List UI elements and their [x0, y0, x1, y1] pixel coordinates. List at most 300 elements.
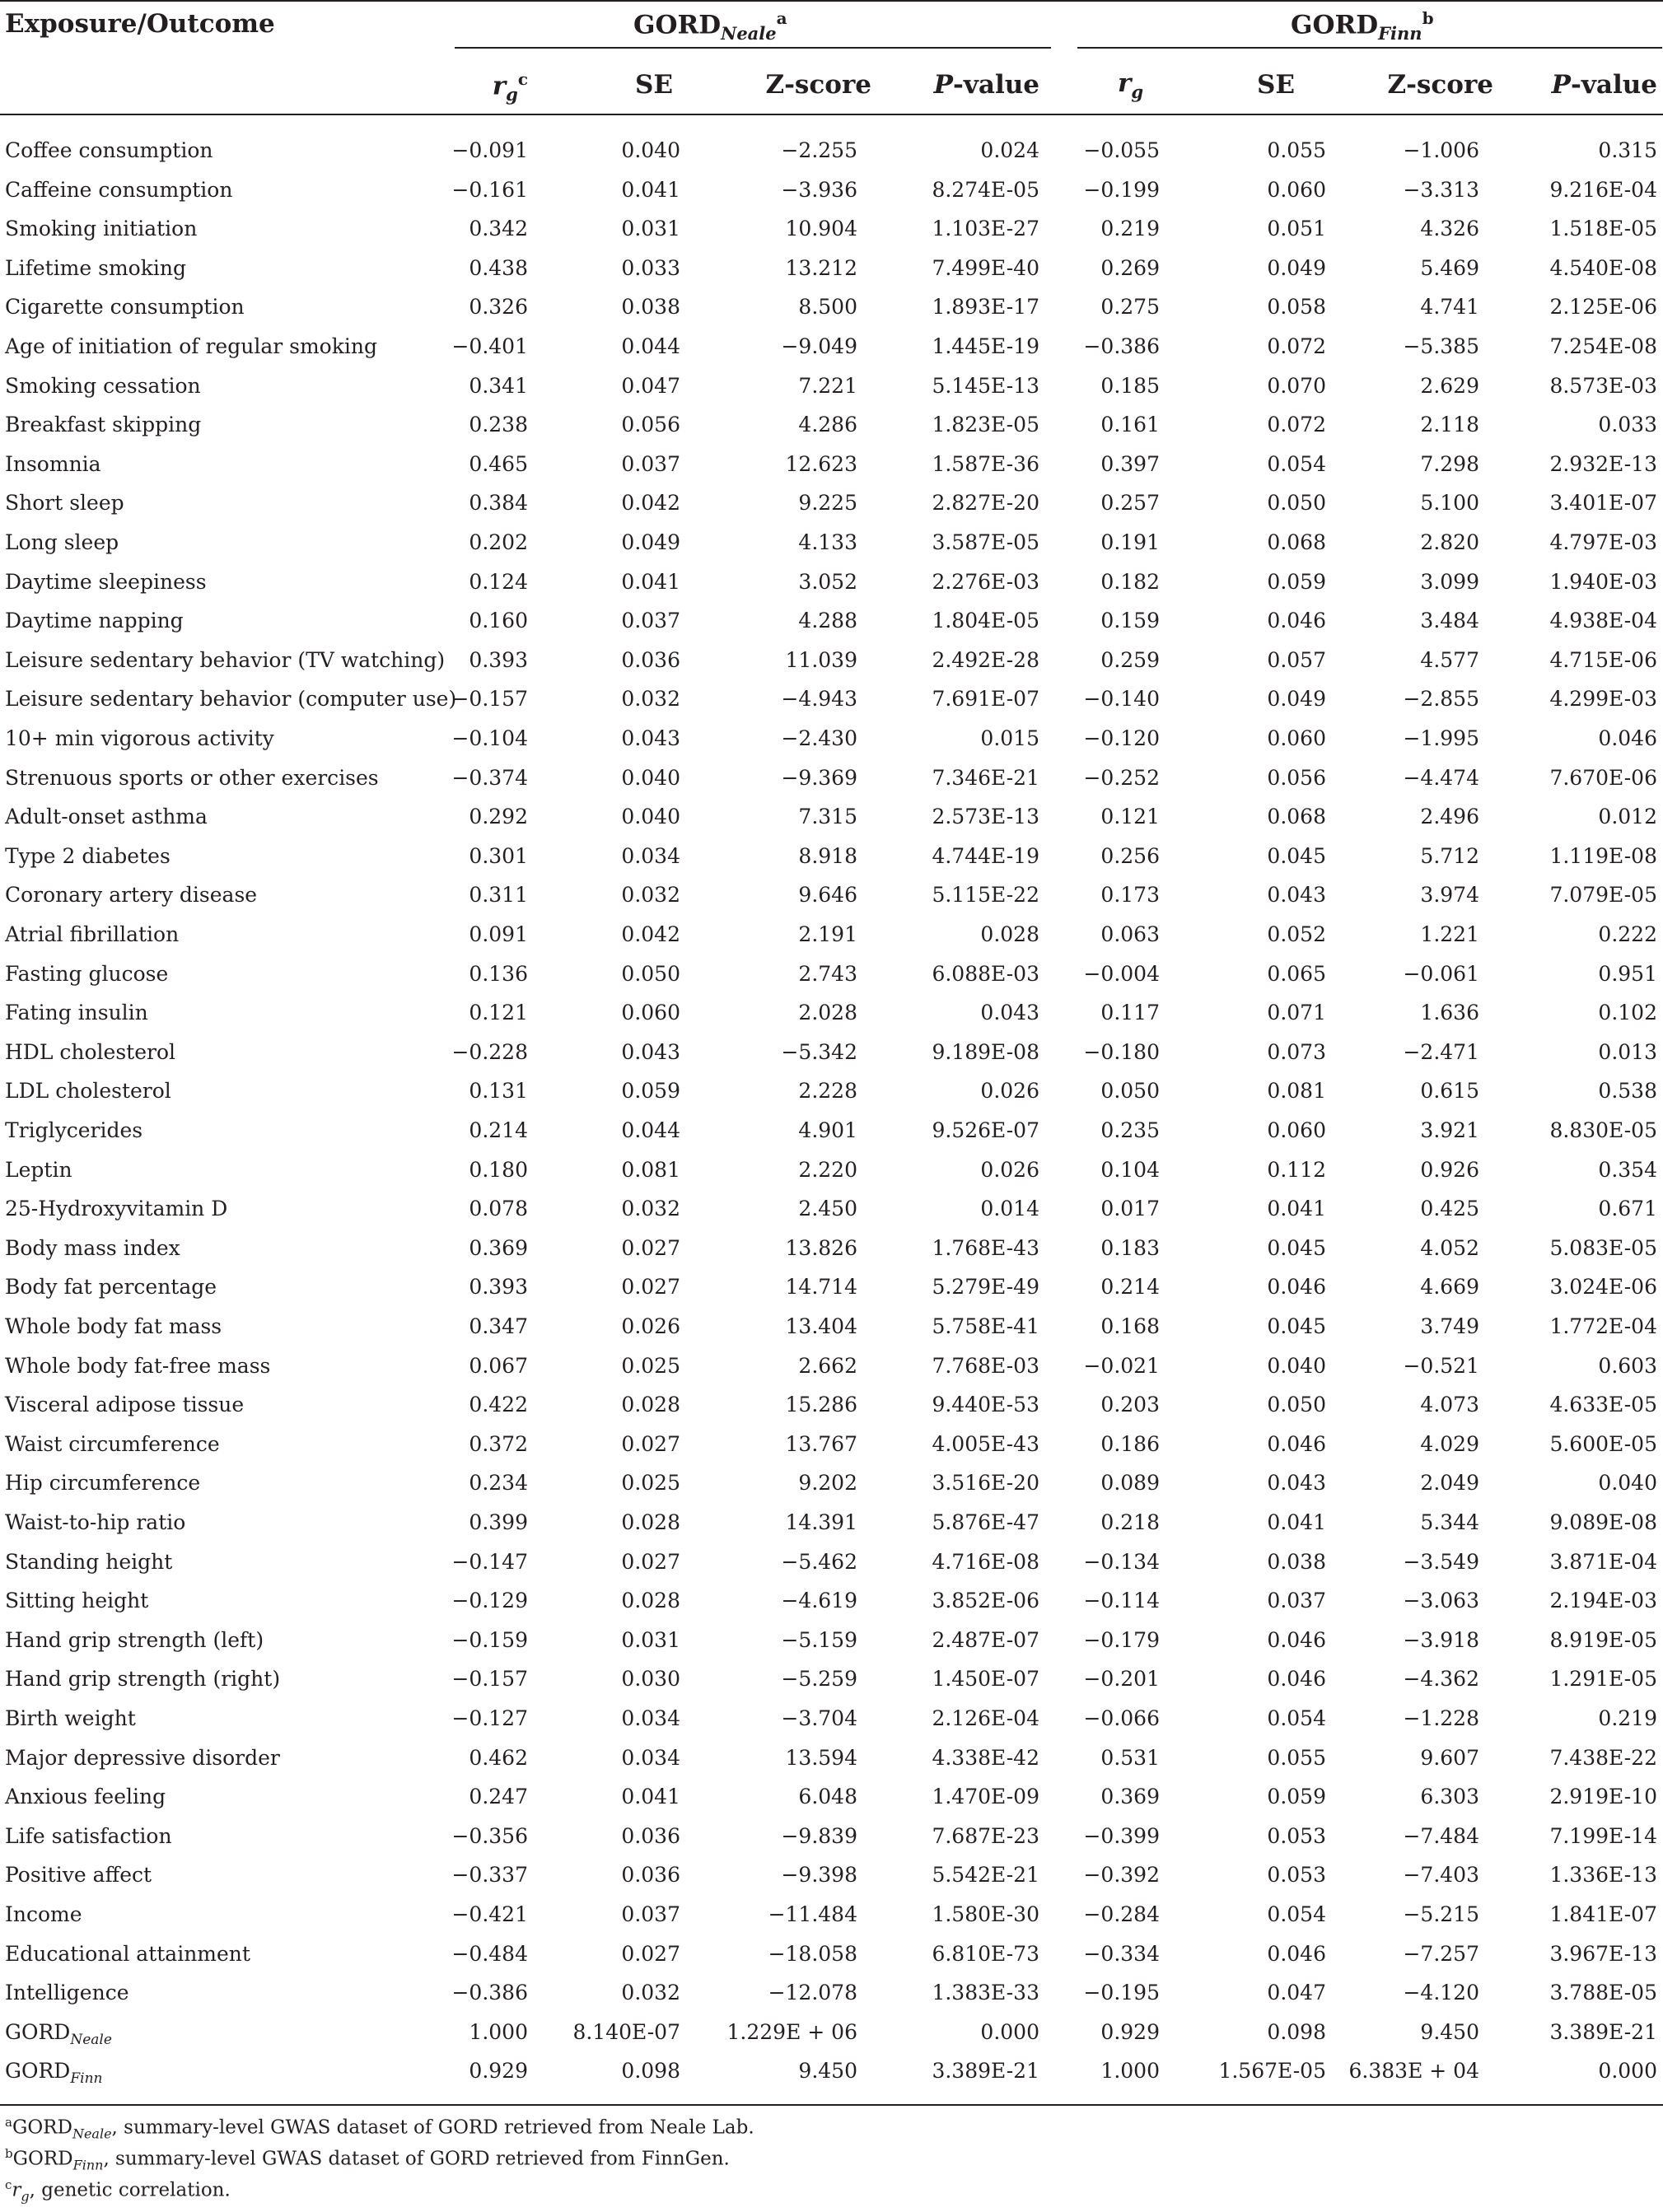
cell-p-finn: 0.354 — [1598, 1157, 1657, 1182]
cell-p-neale: 1.580E-30 — [932, 1902, 1039, 1926]
cell-p-neale: 5.115E-22 — [932, 883, 1039, 908]
cell-rg-neale: −0.091 — [451, 138, 528, 162]
table-row — [0, 680, 1663, 720]
cell-rg-neale: −0.127 — [451, 1706, 528, 1730]
row-label: Sitting height — [5, 1589, 149, 1613]
cell-rg-neale: 0.234 — [469, 1471, 528, 1496]
row-label: $GORD_{Neale}$ — [5, 2019, 112, 2048]
cell-z-finn: −1.006 — [1403, 138, 1479, 162]
cell-se-neale: 0.034 — [621, 1706, 680, 1730]
cell-p-finn: 7.199E-14 — [1549, 1823, 1657, 1848]
cell-se-finn: 0.038 — [1267, 1549, 1326, 1574]
cell-p-finn: 1.841E-07 — [1549, 1902, 1657, 1926]
cell-rg-finn: 0.050 — [1100, 1079, 1160, 1104]
cell-z-finn: 2.496 — [1420, 805, 1479, 829]
cell-p-neale: 6.088E-03 — [932, 961, 1039, 986]
cell-se-finn: 0.045 — [1267, 843, 1326, 868]
row-label: 10+ min vigorous activity — [5, 726, 274, 750]
cell-rg-finn: −0.399 — [1083, 1823, 1160, 1848]
cell-p-neale: 0.014 — [980, 1197, 1039, 1221]
cell-se-finn: 0.046 — [1267, 1431, 1326, 1456]
table-row — [0, 1464, 1663, 1504]
cell-z-neale: −3.936 — [781, 177, 857, 202]
cell-z-neale: 7.221 — [798, 373, 857, 398]
cell-p-finn: 9.089E-08 — [1549, 1510, 1657, 1534]
cell-p-finn: 0.046 — [1598, 726, 1657, 750]
cell-se-neale: 0.027 — [621, 1235, 680, 1260]
cell-se-neale: 0.032 — [621, 1197, 680, 1221]
cell-rg-finn: 0.235 — [1100, 1118, 1160, 1142]
cell-p-finn: 4.299E-03 — [1549, 687, 1657, 712]
cell-z-finn: −7.257 — [1403, 1941, 1479, 1966]
header-p-neale-rest: -value — [952, 70, 1039, 100]
cell-z-neale: −5.342 — [781, 1039, 857, 1064]
table-row — [0, 1974, 1663, 2014]
cell-rg-neale: 0.124 — [469, 569, 528, 594]
table-row — [0, 1347, 1663, 1387]
cell-se-finn: 0.072 — [1267, 413, 1326, 437]
cell-p-neale: 0.026 — [980, 1157, 1039, 1182]
cell-p-neale: 5.279E-49 — [932, 1275, 1039, 1300]
cell-z-finn: −7.484 — [1403, 1823, 1479, 1848]
cell-p-finn: 0.315 — [1598, 138, 1657, 162]
table-row — [0, 1426, 1663, 1465]
cell-se-neale: 0.060 — [621, 1001, 680, 1025]
cell-se-neale: 0.038 — [621, 295, 680, 320]
cell-z-neale: 2.191 — [798, 922, 857, 946]
cell-se-neale: 0.043 — [621, 1039, 680, 1064]
cell-z-neale: 12.623 — [785, 451, 857, 476]
table-row — [0, 132, 1663, 171]
row-label: LDL cholesterol — [5, 1079, 171, 1104]
cell-se-neale: 0.028 — [621, 1510, 680, 1534]
cell-p-finn: 2.194E-03 — [1549, 1589, 1657, 1613]
table-row — [0, 1308, 1663, 1347]
row-label: Daytime napping — [5, 609, 184, 633]
cell-z-finn: 5.344 — [1420, 1510, 1479, 1534]
cell-se-neale: 0.032 — [621, 883, 680, 908]
header-group-neale — [633, 8, 787, 44]
cell-se-neale: 0.031 — [621, 1627, 680, 1652]
cell-rg-neale: 0.301 — [469, 843, 528, 868]
table-row — [0, 2014, 1663, 2053]
cell-se-neale: 0.040 — [621, 138, 680, 162]
cell-se-neale: 0.041 — [621, 177, 680, 202]
cell-p-neale: 3.852E-06 — [932, 1589, 1039, 1613]
row-label: HDL cholesterol — [5, 1039, 176, 1064]
cell-p-finn: 1.772E-04 — [1549, 1314, 1657, 1338]
cell-z-finn: 5.712 — [1420, 843, 1479, 868]
cell-rg-finn: −0.134 — [1083, 1549, 1160, 1574]
row-label: Fating insulin — [5, 1001, 148, 1025]
cell-p-finn: 4.715E-06 — [1549, 647, 1657, 672]
cell-se-finn: 0.054 — [1267, 1706, 1326, 1730]
cell-se-finn: 0.056 — [1267, 765, 1326, 790]
row-label: Body mass index — [5, 1235, 180, 1260]
cell-z-neale: −3.704 — [781, 1706, 857, 1730]
cell-z-finn: −0.521 — [1403, 1353, 1479, 1378]
row-label: Waist-to-hip ratio — [5, 1510, 186, 1534]
cell-se-neale: 8.140E-07 — [572, 2019, 680, 2044]
row-label: Birth weight — [5, 1706, 136, 1730]
cell-z-finn: 4.052 — [1420, 1235, 1479, 1260]
cell-z-neale: 4.288 — [798, 609, 857, 633]
cell-p-finn: 0.219 — [1598, 1706, 1657, 1730]
cell-z-finn: −4.362 — [1403, 1667, 1479, 1692]
row-label: Smoking initiation — [5, 217, 198, 241]
cell-se-finn: 0.045 — [1267, 1235, 1326, 1260]
cell-z-neale: −2.255 — [781, 138, 857, 162]
header-exposure: Exposure/Outcome — [5, 9, 275, 39]
header-se-finn: SE — [1256, 70, 1295, 100]
row-label: Triglycerides — [5, 1118, 143, 1142]
cell-z-finn: −3.549 — [1403, 1549, 1479, 1574]
cell-rg-finn: 0.173 — [1100, 883, 1160, 908]
cell-rg-finn: 0.185 — [1100, 373, 1160, 398]
cell-p-finn: 0.040 — [1598, 1471, 1657, 1496]
cell-z-neale: 15.286 — [785, 1393, 857, 1417]
row-label: Strenuous sports or other exercises — [5, 765, 379, 790]
cell-p-finn: 0.603 — [1598, 1353, 1657, 1378]
row-label: Cigarette consumption — [5, 295, 245, 320]
cell-p-finn: 8.573E-03 — [1549, 373, 1657, 398]
cell-z-neale: 13.594 — [785, 1745, 857, 1770]
cell-rg-neale: 0.121 — [469, 1001, 528, 1025]
cell-p-finn: 1.940E-03 — [1549, 569, 1657, 594]
row-label: Income — [5, 1902, 82, 1926]
cell-se-neale: 0.059 — [621, 1079, 680, 1104]
header-group-finn-sub: Finn — [1378, 23, 1422, 44]
table-row — [0, 916, 1663, 955]
cell-rg-neale: 0.202 — [469, 530, 528, 554]
cell-p-neale: 1.823E-05 — [932, 413, 1039, 437]
cell-p-finn: 4.540E-08 — [1549, 255, 1657, 280]
cell-se-neale: 0.056 — [621, 413, 680, 437]
row-label: Atrial fibrillation — [5, 922, 180, 946]
cell-se-neale: 0.040 — [621, 765, 680, 790]
cell-p-neale: 2.573E-13 — [932, 805, 1039, 829]
table-row — [0, 602, 1663, 642]
cell-p-finn: 0.033 — [1598, 413, 1657, 437]
row-label: Insomnia — [5, 451, 101, 476]
cell-se-neale: 0.025 — [621, 1353, 680, 1378]
cell-se-finn: 0.050 — [1267, 491, 1326, 516]
cell-rg-finn: −0.334 — [1083, 1941, 1160, 1966]
cell-z-neale: −11.484 — [768, 1902, 857, 1926]
cell-p-neale: 0.026 — [980, 1079, 1039, 1104]
cell-rg-finn: 0.218 — [1100, 1510, 1160, 1534]
cell-rg-neale: −0.159 — [451, 1627, 528, 1652]
cell-se-finn: 0.072 — [1267, 334, 1326, 358]
header-rg-finn-sub: g — [1131, 82, 1143, 102]
cell-rg-neale: 0.372 — [469, 1431, 528, 1456]
cell-p-finn: 8.830E-05 — [1549, 1118, 1657, 1142]
cell-p-neale: 1.470E-09 — [932, 1785, 1039, 1809]
cell-se-finn: 0.045 — [1267, 1314, 1326, 1338]
header-p-neale — [934, 72, 1039, 98]
row-label: Leisure sedentary behavior (TV watching) — [5, 647, 446, 672]
cell-z-neale: 1.229E + 06 — [726, 2019, 857, 2044]
cell-p-neale: 2.487E-07 — [932, 1627, 1039, 1652]
cell-rg-finn: −0.195 — [1083, 1981, 1160, 2005]
cell-se-neale: 0.026 — [621, 1314, 680, 1338]
cell-rg-neale: 0.438 — [469, 255, 528, 280]
table-row — [0, 1700, 1663, 1739]
cell-z-neale: −2.430 — [781, 726, 857, 750]
cell-rg-neale: −0.401 — [451, 334, 528, 358]
cell-z-neale: 13.404 — [785, 1314, 857, 1338]
cell-p-finn: 4.633E-05 — [1549, 1393, 1657, 1417]
row-label: Waist circumference — [5, 1431, 220, 1456]
row-label: Coffee consumption — [5, 138, 213, 162]
cell-p-finn: 0.000 — [1598, 2059, 1657, 2084]
cell-z-finn: −3.918 — [1403, 1627, 1479, 1652]
cell-z-neale: 10.904 — [785, 217, 857, 241]
table-row — [0, 288, 1663, 328]
cell-p-finn: 1.518E-05 — [1549, 217, 1657, 241]
row-label: Hand grip strength (right) — [5, 1667, 281, 1692]
cell-rg-finn: 0.275 — [1100, 295, 1160, 320]
cell-rg-neale: −0.157 — [451, 1667, 528, 1692]
cell-rg-finn: −0.179 — [1083, 1627, 1160, 1652]
table-row — [0, 1778, 1663, 1818]
cell-se-finn: 0.055 — [1267, 1745, 1326, 1770]
cell-p-finn: 1.119E-08 — [1549, 843, 1657, 868]
cell-p-finn: 0.013 — [1598, 1039, 1657, 1064]
group-rule-finn — [1077, 47, 1662, 49]
header-p-finn-italic: P — [1551, 70, 1571, 100]
cell-rg-neale: 0.311 — [469, 883, 528, 908]
table-row — [0, 1504, 1663, 1543]
cell-se-finn: 0.046 — [1267, 1667, 1326, 1692]
row-label: Breakfast skipping — [5, 413, 202, 437]
cell-se-finn: 0.054 — [1267, 451, 1326, 476]
cell-rg-neale: 0.136 — [469, 961, 528, 986]
table-row — [0, 720, 1663, 759]
cell-z-finn: 1.636 — [1420, 1001, 1479, 1025]
header-rg-finn-base: r — [1117, 68, 1132, 98]
cell-p-finn: 7.670E-06 — [1549, 765, 1657, 790]
table-row — [0, 1072, 1663, 1112]
cell-z-neale: −4.943 — [781, 687, 857, 712]
cell-rg-neale: 0.078 — [469, 1197, 528, 1221]
cell-p-neale: 1.587E-36 — [932, 451, 1039, 476]
cell-z-finn: 5.469 — [1420, 255, 1479, 280]
cell-rg-finn: −0.021 — [1083, 1353, 1160, 1378]
table-row — [0, 446, 1663, 485]
cell-se-finn: 0.058 — [1267, 295, 1326, 320]
header-group-finn — [1291, 8, 1434, 44]
cell-z-finn: 0.615 — [1420, 1079, 1479, 1104]
cell-z-neale: 9.225 — [798, 491, 857, 516]
cell-z-finn: −5.215 — [1403, 1902, 1479, 1926]
cell-z-neale: 6.048 — [798, 1785, 857, 1809]
header-p-neale-italic: P — [933, 70, 953, 100]
table-row — [0, 328, 1663, 367]
header-z-finn: Z-score — [1387, 70, 1493, 100]
cell-se-finn: 0.049 — [1267, 687, 1326, 712]
cell-z-finn: −1.228 — [1403, 1706, 1479, 1730]
bottom-rule — [0, 2104, 1663, 2106]
cell-p-neale: 1.450E-07 — [932, 1667, 1039, 1692]
cell-se-neale: 0.042 — [621, 922, 680, 946]
row-label: 25-Hydroxyvitamin D — [5, 1197, 228, 1221]
cell-se-neale: 0.032 — [621, 1981, 680, 2005]
table-row — [0, 1151, 1663, 1191]
cell-p-finn: 0.102 — [1598, 1001, 1657, 1025]
cell-se-neale: 0.027 — [621, 1549, 680, 1574]
table-row — [0, 876, 1663, 916]
table-row — [0, 367, 1663, 407]
cell-z-neale: 2.662 — [798, 1353, 857, 1378]
cell-se-finn: 0.046 — [1267, 609, 1326, 633]
cell-se-finn: 0.068 — [1267, 805, 1326, 829]
header-group-neale-sup: a — [776, 8, 787, 28]
cell-rg-finn: −0.180 — [1083, 1039, 1160, 1064]
cell-se-finn: 0.112 — [1267, 1157, 1326, 1182]
row-label: Fasting glucose — [5, 961, 169, 986]
cell-p-neale: 0.024 — [980, 138, 1039, 162]
row-label: Body fat percentage — [5, 1275, 217, 1300]
group-rule-neale — [455, 47, 1051, 49]
cell-z-finn: 4.029 — [1420, 1431, 1479, 1456]
header-bottom-rule — [0, 114, 1663, 115]
header-rg-neale — [492, 69, 528, 105]
cell-se-neale: 0.034 — [621, 1745, 680, 1770]
cell-rg-neale: 0.422 — [469, 1393, 528, 1417]
cell-se-finn: 0.057 — [1267, 647, 1326, 672]
cell-se-neale: 0.037 — [621, 609, 680, 633]
cell-z-finn: 4.669 — [1420, 1275, 1479, 1300]
cell-p-neale: 5.876E-47 — [932, 1510, 1039, 1534]
cell-se-neale: 0.031 — [621, 217, 680, 241]
cell-z-finn: 3.484 — [1420, 609, 1479, 633]
cell-p-finn: 2.932E-13 — [1549, 451, 1657, 476]
cell-z-finn: 3.921 — [1420, 1118, 1479, 1142]
cell-z-neale: −5.462 — [781, 1549, 857, 1574]
cell-rg-finn: 0.183 — [1100, 1235, 1160, 1260]
cell-p-finn: 0.671 — [1598, 1197, 1657, 1221]
cell-rg-neale: 0.399 — [469, 1510, 528, 1534]
cell-se-neale: 0.025 — [621, 1471, 680, 1496]
table-row — [0, 171, 1663, 211]
cell-rg-finn: −0.201 — [1083, 1667, 1160, 1692]
cell-p-neale: 0.000 — [980, 2019, 1039, 2044]
cell-se-neale: 0.098 — [621, 2059, 680, 2084]
cell-z-neale: −12.078 — [768, 1981, 857, 2005]
cell-p-neale: 1.804E-05 — [932, 609, 1039, 633]
cell-z-neale: −9.398 — [781, 1863, 857, 1888]
cell-se-neale: 0.050 — [621, 961, 680, 986]
cell-p-finn: 7.079E-05 — [1549, 883, 1657, 908]
cell-p-neale: 4.716E-08 — [932, 1549, 1039, 1574]
cell-z-neale: 9.450 — [798, 2059, 857, 2084]
cell-p-finn: 3.967E-13 — [1549, 1941, 1657, 1966]
header-p-finn — [1552, 72, 1657, 98]
cell-se-neale: 0.044 — [621, 1118, 680, 1142]
cell-z-neale: 13.212 — [785, 255, 857, 280]
cell-rg-neale: −0.484 — [451, 1941, 528, 1966]
cell-z-finn: −2.471 — [1403, 1039, 1479, 1064]
table-row — [0, 524, 1663, 563]
cell-z-finn: −2.855 — [1403, 687, 1479, 712]
row-label: Anxious feeling — [5, 1785, 166, 1809]
table-row — [0, 1190, 1663, 1230]
cell-p-neale: 1.893E-17 — [932, 295, 1039, 320]
cell-p-neale: 5.758E-41 — [932, 1314, 1039, 1338]
cell-z-finn: −4.120 — [1403, 1981, 1479, 2005]
cell-rg-finn: 0.203 — [1100, 1393, 1160, 1417]
cell-se-finn: 0.073 — [1267, 1039, 1326, 1064]
cell-z-finn: 4.326 — [1420, 217, 1479, 241]
header-group-neale-sub: Neale — [721, 23, 777, 44]
cell-rg-neale: 0.462 — [469, 1745, 528, 1770]
cell-p-neale: 1.383E-33 — [932, 1981, 1039, 2005]
cell-rg-neale: −0.356 — [451, 1823, 528, 1848]
cell-rg-finn: 0.191 — [1100, 530, 1160, 554]
cell-z-neale: 2.220 — [798, 1157, 857, 1182]
row-label: Visceral adipose tissue — [5, 1393, 245, 1417]
cell-p-neale: 7.687E-23 — [932, 1823, 1039, 1848]
header-p-finn-rest: -value — [1570, 70, 1657, 100]
cell-rg-neale: 1.000 — [469, 2019, 528, 2044]
table-row — [0, 838, 1663, 877]
cell-rg-finn: −0.284 — [1083, 1902, 1160, 1926]
table-row — [0, 563, 1663, 603]
cell-rg-finn: −0.004 — [1083, 961, 1160, 986]
row-label: Standing height — [5, 1549, 173, 1574]
cell-se-finn: 0.071 — [1267, 1001, 1326, 1025]
header-group-neale-base: GORD — [633, 10, 722, 40]
cell-p-neale: 7.768E-03 — [932, 1353, 1039, 1378]
cell-p-neale: 1.103E-27 — [932, 217, 1039, 241]
cell-rg-finn: −0.199 — [1083, 177, 1160, 202]
cell-p-finn: 3.024E-06 — [1549, 1275, 1657, 1300]
cell-z-finn: 3.099 — [1420, 569, 1479, 594]
cell-se-finn: 0.053 — [1267, 1823, 1326, 1848]
cell-z-finn: −4.474 — [1403, 765, 1479, 790]
cell-z-finn: 6.383E + 04 — [1348, 2059, 1479, 2084]
cell-se-finn: 0.041 — [1267, 1197, 1326, 1221]
cell-se-finn: 0.065 — [1267, 961, 1326, 986]
cell-p-finn: 7.438E-22 — [1549, 1745, 1657, 1770]
cell-se-finn: 0.059 — [1267, 569, 1326, 594]
cell-rg-finn: 0.159 — [1100, 609, 1160, 633]
row-label: Long sleep — [5, 530, 119, 554]
cell-se-finn: 0.043 — [1267, 883, 1326, 908]
cell-z-finn: 1.221 — [1420, 922, 1479, 946]
cell-z-neale: 11.039 — [785, 647, 857, 672]
cell-rg-finn: 0.531 — [1100, 1745, 1160, 1770]
cell-rg-neale: −0.161 — [451, 177, 528, 202]
cell-z-finn: −3.313 — [1403, 177, 1479, 202]
header-se-neale: SE — [634, 70, 673, 100]
row-label: Whole body fat mass — [5, 1314, 222, 1338]
cell-rg-neale: 0.342 — [469, 217, 528, 241]
cell-se-finn: 1.567E-05 — [1218, 2059, 1326, 2084]
cell-rg-finn: 0.089 — [1100, 1471, 1160, 1496]
cell-se-finn: 0.046 — [1267, 1275, 1326, 1300]
cell-se-finn: 0.041 — [1267, 1510, 1326, 1534]
table-row — [0, 250, 1663, 289]
row-label: Major depressive disorder — [5, 1745, 280, 1770]
cell-p-finn: 3.871E-04 — [1549, 1549, 1657, 1574]
table-row — [0, 1230, 1663, 1269]
row-label: Educational attainment — [5, 1941, 250, 1966]
row-label: Whole body fat-free mass — [5, 1353, 271, 1378]
cell-se-neale: 0.036 — [621, 647, 680, 672]
cell-z-finn: 2.049 — [1420, 1471, 1479, 1496]
